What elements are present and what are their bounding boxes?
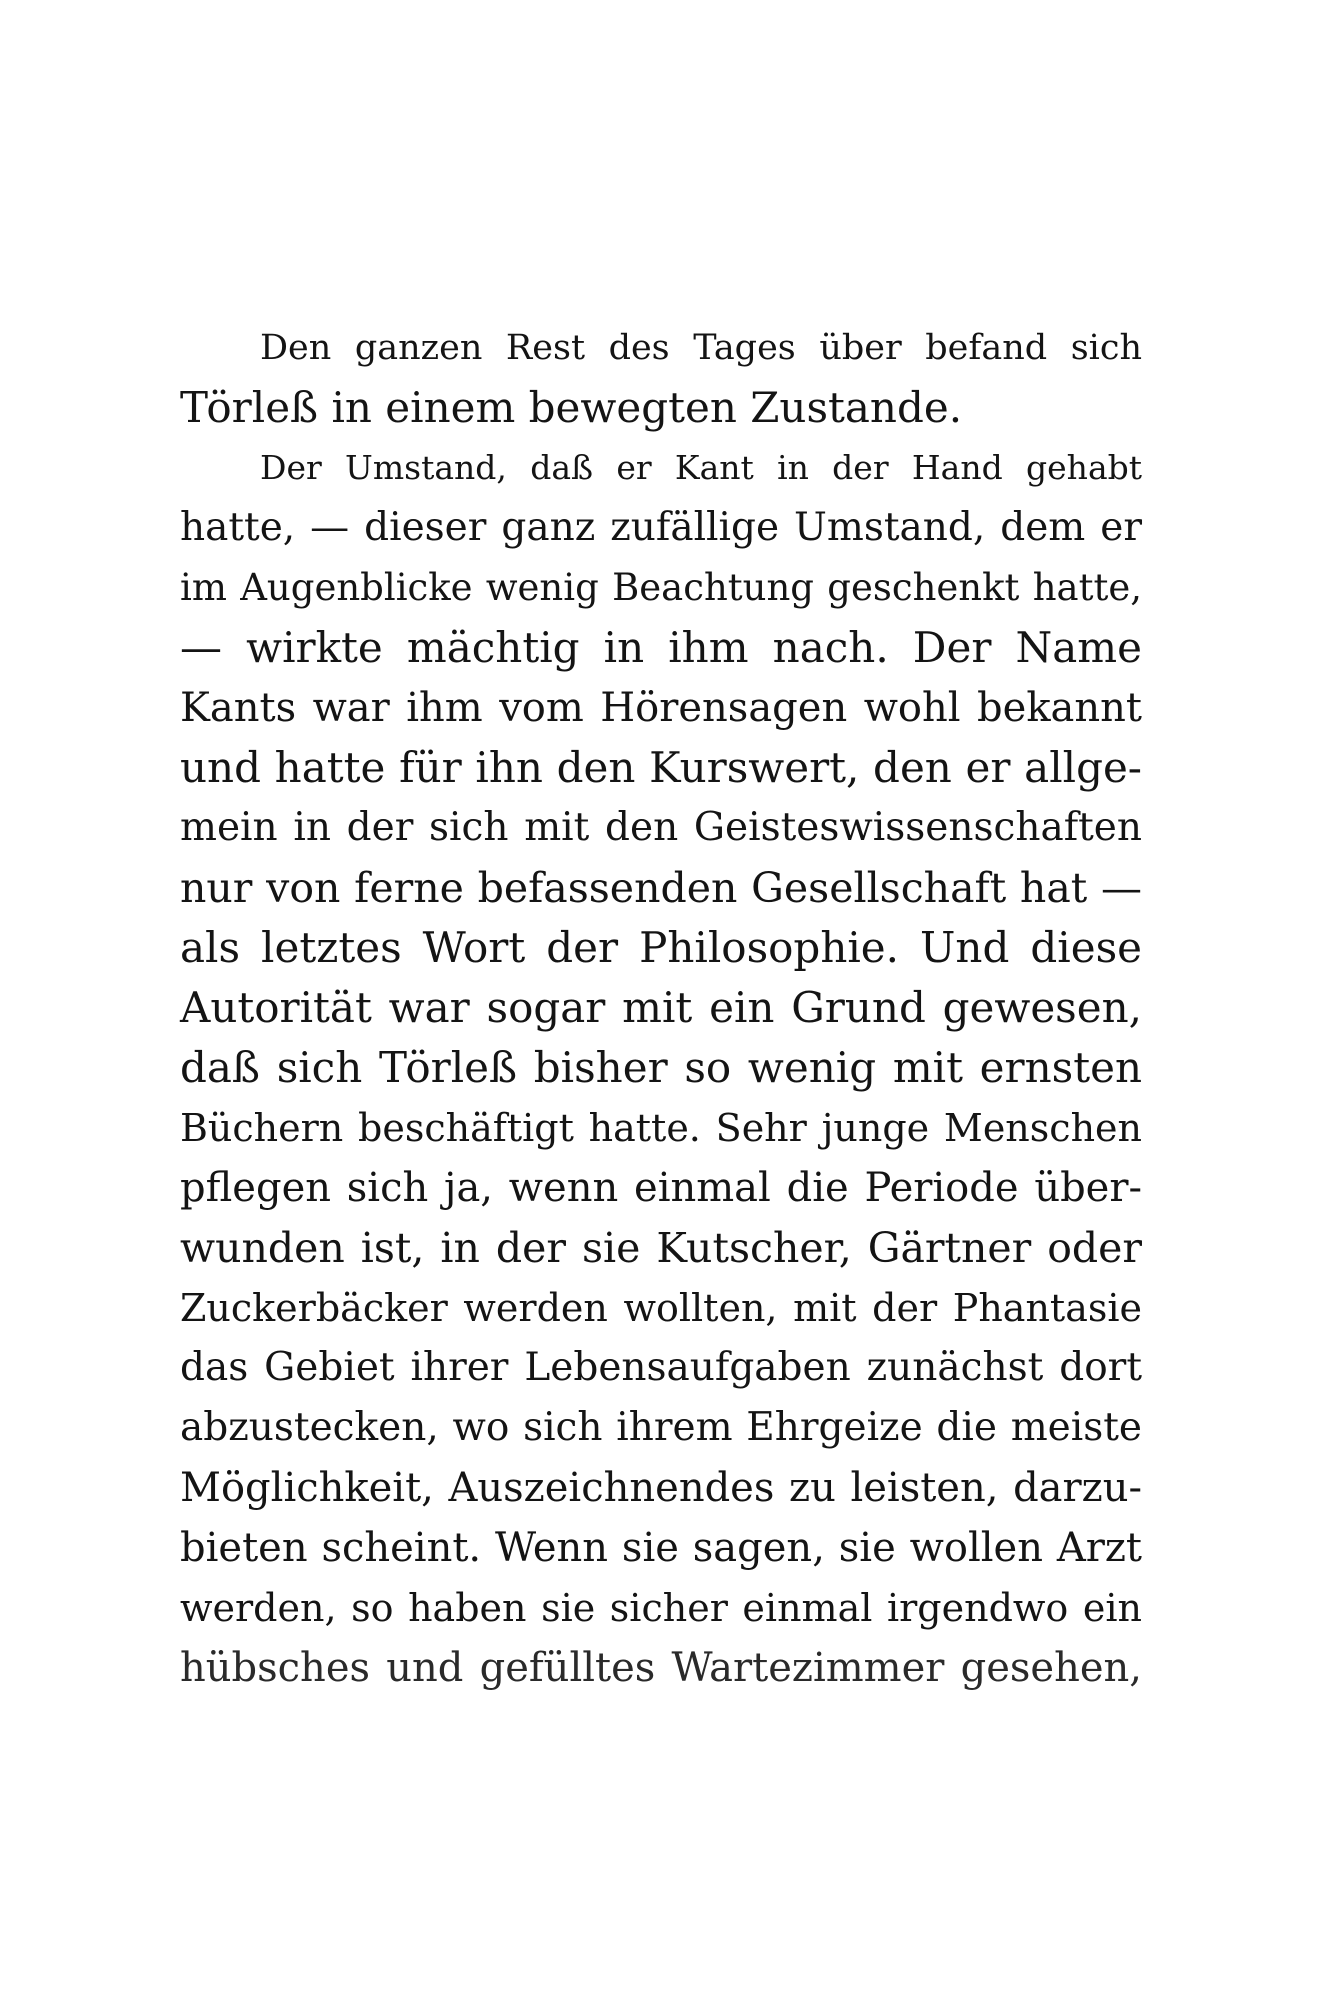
text-line: das Gebiet ihrer Lebensaufgaben zunächst dort: [180, 1345, 1142, 1390]
text-line: hübsches und gefülltes Wartezimmer gesehen,: [180, 1645, 1142, 1691]
text-line: im Augenblicke wenig Beachtung geschenkt hatte,: [180, 566, 1142, 609]
text-line: wunden ist, in der sie Kutscher, Gärtner oder: [180, 1224, 1142, 1272]
text-line: und hatte für ihn den Kurswert, den er allge-: [180, 743, 1142, 792]
paragraph-2: [180, 438, 1142, 1698]
text-line: daß sich Törleß bisher so wenig mit ernsten: [180, 1043, 1142, 1092]
text-line: Den ganzen Rest des Tages über befand sich: [260, 328, 1142, 368]
text-line: Kants war ihm vom Hörensagen wohl bekannt: [180, 685, 1142, 731]
text-line: bieten scheint. Wenn sie sagen, sie wollen Arzt: [180, 1525, 1142, 1571]
paragraph-1: [180, 318, 1142, 438]
text-line: Der Umstand, daß er Kant in der Hand gehabt: [260, 448, 1142, 487]
text-line: — wirkte mächtig in ihm nach. Der Name: [180, 623, 1142, 672]
text-line: Törleß in einem bewegten Zustande.: [180, 383, 963, 432]
text-line: abzustecken, wo sich ihrem Ehrgeize die meiste: [180, 1405, 1142, 1450]
text-line: Autorität war sogar mit ein Grund gewesen,: [180, 983, 1142, 1032]
text-line: Möglichkeit, Auszeichnendes zu leisten, darzu-: [180, 1465, 1142, 1511]
text-line: als letztes Wort der Philosophie. Und diese: [180, 923, 1142, 972]
text-line: Zuckerbäcker werden wollten, mit der Phantasie: [180, 1286, 1142, 1330]
page-text: [180, 318, 1142, 1698]
text-line: nur von ferne befassenden Gesellschaft hat —: [180, 864, 1142, 912]
text-line: hatte, — dieser ganz zufällige Umstand, dem er: [180, 505, 1142, 550]
text-line: mein in der sich mit den Geisteswissenschaften: [180, 805, 1142, 850]
text-line: pflegen sich ja, wenn einmal die Periode über-: [180, 1165, 1142, 1211]
text-line: werden, so haben sie sicher einmal irgendwo ein: [180, 1586, 1142, 1630]
text-line: Büchern beschäftigt hatte. Sehr junge Menschen: [180, 1106, 1142, 1150]
